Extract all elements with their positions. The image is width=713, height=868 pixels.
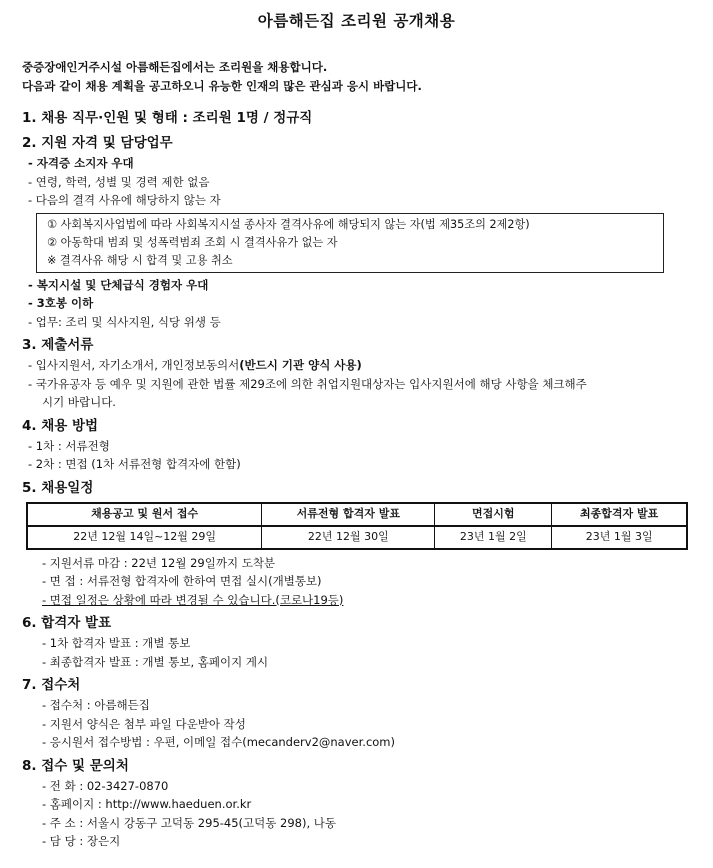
schedule-table	[26, 502, 688, 550]
box-line-3: ※ 결격사유 해당 시 합격 및 고용 취소	[47, 253, 233, 267]
schedule-cell: 22년 12월 14일~12월 29일	[27, 526, 262, 549]
section-1-heading: 1. 채용 직무·인원 및 형태 : 조리원 1명 / 정규직	[22, 110, 313, 126]
section-5-heading: 5. 채용일정	[22, 479, 94, 496]
s8-item-4: - 담 당 : 장은지	[42, 834, 121, 848]
content	[22, 108, 694, 851]
s7-item-3: - 응시원서 접수방법 : 우편, 이메일 접수(mecanderv2@naver.com)	[42, 735, 395, 749]
s5-note-3: - 면접 일정은 상황에 따라 변경될 수 있습니다.(코로나19등)	[42, 592, 344, 607]
schedule-header: 면접시험	[435, 503, 552, 526]
section-2-heading: 2. 지원 자격 및 담당업무	[22, 135, 173, 151]
s4-item-2: - 2차 : 면접 (1차 서류전형 합격자에 한함)	[28, 457, 241, 471]
s8-item-2: - 홈페이지 : http://www.haeduen.or.kr	[42, 797, 252, 811]
schedule-cell: 23년 1월 2일	[435, 526, 552, 549]
s5-note-1: - 지원서류 마감 : 22년 12월 29일까지 도착분	[42, 555, 276, 570]
schedule-header-row	[27, 503, 687, 526]
page-title: 아름해든집 조리원 공개채용	[257, 12, 456, 30]
s2-item-6: - 업무: 조리 및 식사지원, 식당 위생 등	[28, 314, 221, 329]
box-line-1: ① 사회복지사업법에 따라 사회복지시설 종사자 결격사유에 해당되지 않는 자(법 제35조의 2제2항)	[47, 217, 530, 231]
s4-item-1: - 1차 : 서류전형	[28, 438, 110, 453]
schedule-cell: 23년 1월 3일	[552, 526, 687, 549]
s8-item-3: - 주 소 : 서울시 강동구 고덕동 295-45(고덕동 298), 나동	[42, 815, 336, 830]
intro-text	[22, 58, 422, 96]
s8-item-1: - 전 화 : 02-3427-0870	[42, 778, 169, 793]
schedule-value-row	[27, 526, 687, 549]
s2-item-4: - 복지시설 및 단체급식 경험자 우대	[28, 277, 209, 292]
schedule-header: 최종합격자 발표	[552, 503, 687, 526]
s2-item-1: - 자격증 소지자 우대	[28, 156, 134, 170]
s7-item-1: - 접수처 : 아름해든집	[42, 698, 150, 712]
s6-item-1: - 1차 합격자 발표 : 개별 통보	[42, 636, 191, 650]
section-7-heading: 7. 접수처	[22, 677, 81, 693]
s3-item-2: - 국가유공자 등 예우 및 지원에 관한 법률 제29조에 의한 취업지원대상자는 입사지원서에 해당 사항을 체크해주	[28, 376, 587, 391]
section-6-heading: 6. 합격자 발표	[22, 615, 112, 631]
s2-item-5: - 3호봉 이하	[28, 296, 94, 310]
disqualification-box	[36, 213, 664, 273]
section-4-heading: 4. 채용 방법	[22, 417, 99, 434]
intro-line-2: 다음과 같이 채용 계획을 공고하오니 유능한 인재의 많은 관심과 응시 바랍니다.	[22, 79, 422, 93]
s3-item-2-cont: 시기 바랍니다.	[42, 395, 116, 409]
s3-item-1: - 입사지원서, 자기소개서, 개인정보동의서(반드시 기관 양식 사용)	[28, 358, 362, 372]
s2-item-3: - 다음의 결격 사유에 해당하지 않는 자	[28, 193, 221, 207]
box-line-2: ② 아동학대 범죄 및 성폭력범죄 조회 시 결격사유가 없는 자	[47, 235, 338, 249]
s2-item-2: - 연령, 학력, 성별 및 경력 제한 없음	[28, 174, 210, 189]
schedule-header: 서류전형 합격자 발표	[262, 503, 435, 526]
intro-line-1: 중증장애인거주시설 아름해든집에서는 조리원을 채용합니다.	[22, 60, 328, 74]
s6-item-2: - 최종합격자 발표 : 개별 통보, 홈페이지 게시	[42, 654, 269, 669]
schedule-header: 채용공고 및 원서 접수	[27, 503, 262, 526]
section-8-heading: 8. 접수 및 문의처	[22, 757, 129, 774]
schedule-cell: 22년 12월 30일	[262, 526, 435, 549]
s5-note-2: - 면 접 : 서류전형 합격자에 한하여 면접 실시(개별통보)	[42, 574, 322, 588]
section-3-heading: 3. 제출서류	[22, 337, 94, 353]
s7-item-2: - 지원서 양식은 첨부 파일 다운받아 작성	[42, 716, 246, 731]
